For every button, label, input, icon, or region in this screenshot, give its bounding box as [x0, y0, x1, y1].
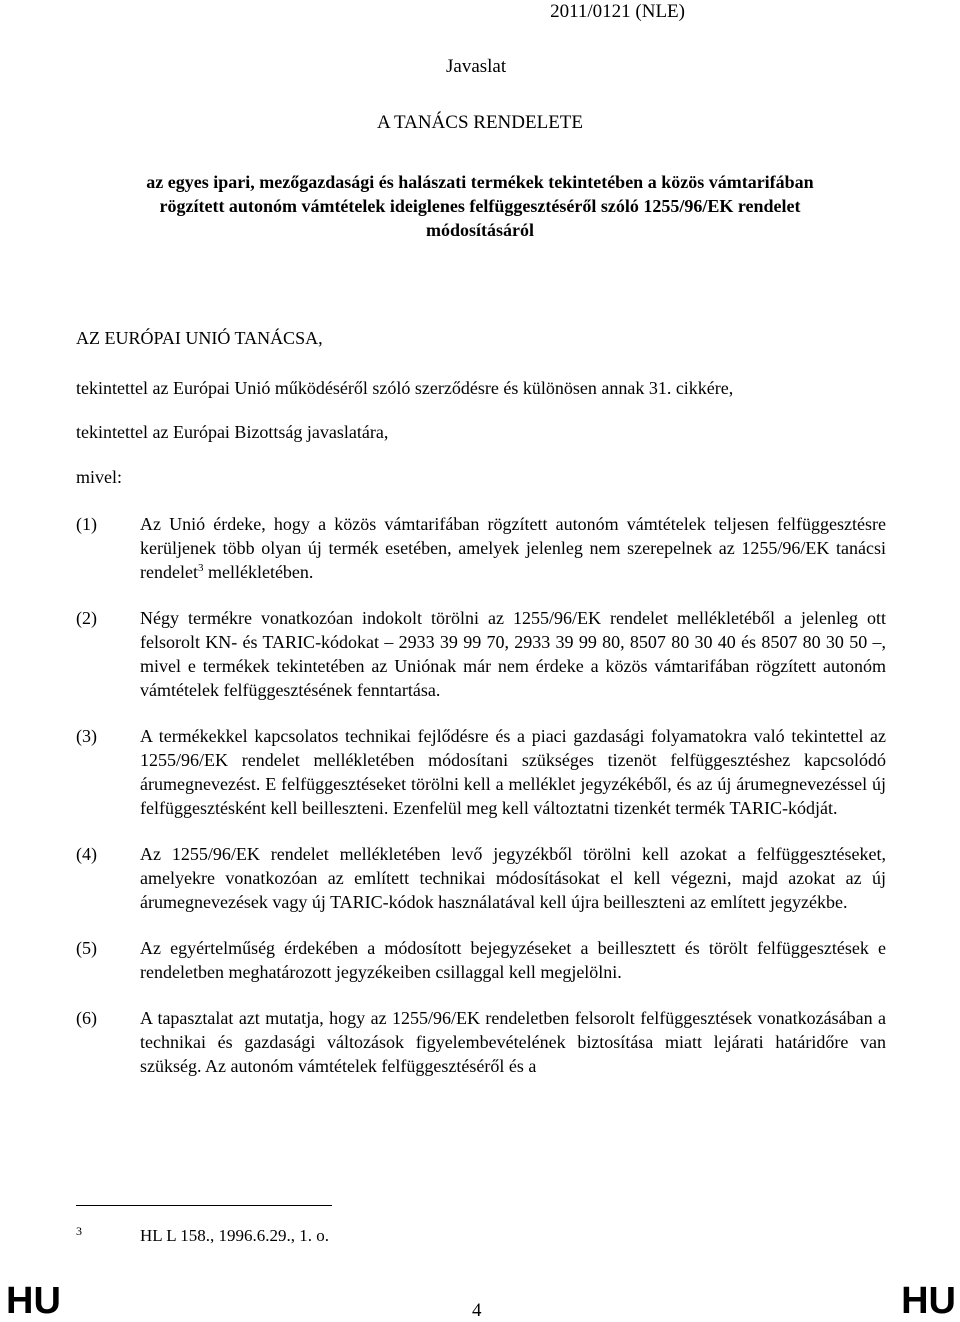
recital-4: [76, 842, 886, 914]
whereas-label: mivel:: [76, 467, 122, 487]
recital-number: (2): [76, 608, 97, 628]
recital-text: A termékekkel kapcsolatos technikai fejlődésre és a piaci gazdasági folyamatokra való tekintettel az 1255/96/EK rendelet mellékletében módosítani szükséges tizenöt felfüggesztéshez kapcsolódó árumegnevezést. E felfüggesztéseket törölni kell a melléklet jegyzékéből, és az új árumegnevezéssel új felfüggesztésként kell beilleszteni. Ezenfelül meg kell változtatni tizenkét termék TARIC-kódját.: [140, 726, 886, 818]
footnote-reference[interactable]: 3: [197, 562, 204, 574]
recital-text: Négy termékre vonatkozóan indokolt törölni az 1255/96/EK rendelet mellékletéből a jelenleg ott felsorolt KN- és TARIC-kódokat – 2933 39 99 70, 2933 39 99 80, 8507 80 30 40 és 8507 80 30 50 –, mivel e termékek tekintetében az Uniónak már nem érdeke a közös vámtarifában rögzített autonóm vámtételek felfüggesztésének fenntartása.: [140, 608, 886, 700]
recital-6: [76, 1006, 886, 1078]
footnote-text: HL L 158., 1996.6.29., 1. o.: [140, 1226, 330, 1245]
language-code-right: HU: [901, 1280, 956, 1322]
proposal-label: Javaslat: [446, 56, 507, 77]
recital-text: Az egyértelműség érdekében a módosított bejegyzéseket a beillesztett és törölt felfüggesztések e rendeletben meghatározott jegyzékeiben csillaggal kell megjelölni.: [140, 938, 886, 982]
recital-5: [76, 936, 886, 984]
council-heading: AZ EURÓPAI UNIÓ TANÁCSA,: [76, 328, 323, 348]
recital-number: (4): [76, 844, 97, 864]
recital-text: Az 1255/96/EK rendelet mellékletében levő jegyzékből törölni kell azokat a felfüggesztéseket, amelyekre vonatkozóan az említett technikai módosításokat el kell végezni, majd azokat az új árumegnevezések vagy új TARIC-kódok használatával kell újra beilleszteni az említett jegyzékbe.: [140, 844, 886, 912]
recital-number: (3): [76, 726, 97, 746]
page-number: 4: [472, 1300, 482, 1321]
recital-3: [76, 724, 886, 820]
footnote-number: 3: [76, 1224, 82, 1238]
subject-line: rögzített autonóm vámtételek ideiglenes felfüggesztéséről szóló 1255/96/EK rendelet: [159, 196, 801, 216]
subject-line: az egyes ipari, mezőgazdasági és halászati termékek tekintetében a közös vámtarifában: [146, 172, 814, 192]
document-reference: 2011/0121 (NLE): [550, 1, 685, 22]
citation-commission: tekintettel az Európai Bizottság javaslatára,: [76, 422, 389, 442]
language-code-left: HU: [6, 1280, 61, 1322]
document-title: A TANÁCS RENDELETE: [376, 112, 584, 133]
recital-number: (5): [76, 938, 97, 958]
document-subject: [78, 170, 882, 242]
recitals-list: [76, 512, 886, 1100]
citation-treaty: tekintettel az Európai Unió működéséről szóló szerződésre és különösen annak 31. cikkére,: [76, 378, 734, 398]
recital-number: (6): [76, 1008, 97, 1028]
recital-2: [76, 606, 886, 702]
recital-text: Az Unió érdeke, hogy a közös vámtarifában rögzített autonóm vámtételek teljesen felfüggesztésre kerüljenek több olyan új termék esetében, amelyek jelenleg nem szerepelnek az 1255/96/EK tanácsi rendelet$^3$ mellékletében.: [140, 514, 886, 582]
recital-1: [76, 512, 886, 584]
recital-number: (1): [76, 514, 97, 534]
footnote-divider: [76, 1205, 332, 1206]
recital-text: A tapasztalat azt mutatja, hogy az 1255/96/EK rendeletben felsorolt felfüggesztések vonatkozásában a technikai és gazdasági változások figyelembevételének biztosítása miatt lejárati határidőre van szükség. Az autonóm vámtételek felfüggesztéséről és a: [140, 1008, 886, 1076]
subject-line: módosításáról: [426, 220, 534, 240]
